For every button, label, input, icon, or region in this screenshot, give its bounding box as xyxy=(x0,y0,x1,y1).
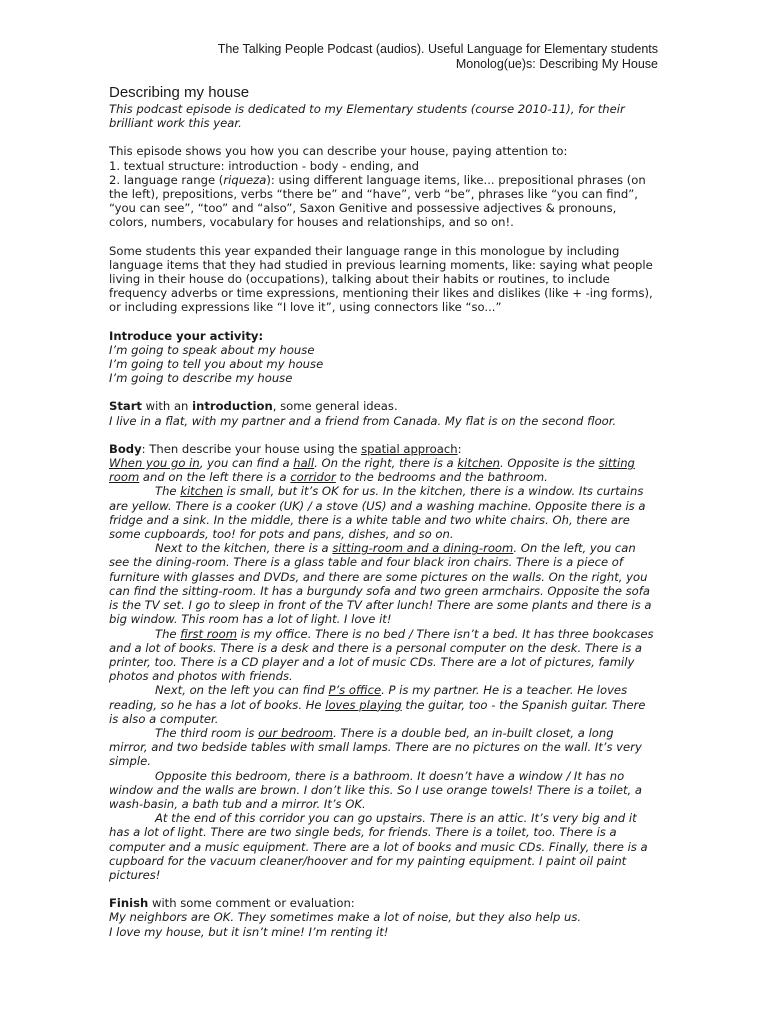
finish-line-1: My neighbors are OK. They sometimes make a lot of noise, but they also help us. xyxy=(109,910,582,925)
introduce-line-2: I’m going to tell you about my house xyxy=(109,357,324,372)
body-paragraph-bathroom: Opposite this bedroom, there is a bathroom. It doesn’t have a window / It has no window and the walls are brown. I don’t like this. So I use orange towels! There is a toilet, a wash-basin, a bath tub and a mirror. It’s OK. xyxy=(109,768,642,811)
finish-heading: Finish with some comment or evaluation: xyxy=(109,896,355,911)
header-line-1: The Talking People Podcast (audios). Useful Language for Elementary students xyxy=(217,42,658,56)
introduce-line-3: I’m going to describe my house xyxy=(109,371,293,386)
start-example: I live in a flat, with my partner and a friend from Canada. My flat is on the second floor. xyxy=(109,413,617,428)
start-heading: Start with an introduction, some general ideas. xyxy=(109,399,398,414)
range-paragraph: Some students this year expanded their language range in this monologue by including language items that they had studied in previous learning moments, like: saying what people living in their house do (occupations), talking about their habits or routines, to include frequency adverbs or time expressions, mentioning their likes and dislikes (like + -ing forms), or including expressions like “I love it”, using connectors like “so...” xyxy=(109,243,653,315)
page-title: Describing my house xyxy=(109,84,250,101)
intro-item-1: 1. textual structure: introduction - body - ending, and xyxy=(109,158,419,173)
introduce-line-1: I’m going to speak about my house xyxy=(109,342,315,357)
body-paragraph-office: The first room is my office. There is no bed / There isn’t a bed. It has three bookcases and a lot of books. There is a desk and there is a personal computer on the desk. There is a printer, too. There is a CD player and a lot of music CDs. There are a lot of pictures, family photos and photos with friends. xyxy=(109,626,654,684)
introduce-heading: Introduce your activity: xyxy=(109,328,264,343)
dedication: This podcast episode is dedicated to my Elementary students (course 2010-11), for their brilliant work this year. xyxy=(109,102,625,131)
body-paragraph-1: When you go in, you can find a hall. On the right, there is a kitchen. Opposite is the sitting room and on the left there is a corridor to the bedrooms and the bathroom. xyxy=(109,456,635,485)
body-paragraph-attic: At the end of this corridor you can go upstairs. There is an attic. It’s very big and it has a lot of light. There are two single beds, for friends. There is a toilet, too. There is a computer and a music equipment. There are a lot of books and music CDs. Finally, there is a cupboard for the vacuum cleaner/hoover and for my painting equipment. I paint oil paint pictures! xyxy=(109,811,648,882)
intro-lead: This episode shows you how you can describe your house, paying attention to: xyxy=(109,144,568,159)
intro-item-2: 2. language range (riqueza): using different language items, like... prepositional phrases (on the left), prepositions, verbs “there be” and “have”, verb “be”, phrases like “you can find”, “you can see”, “too” and “also”, Saxon Genitive and possessive adjectives & pronouns, colors, numbers, vocabulary for houses and relationships, and so on!. xyxy=(109,172,646,230)
header-line-2: Monolog(ue)s: Describing My House xyxy=(455,57,658,71)
running-header xyxy=(218,42,658,72)
body-paragraph-bedroom: The third room is our bedroom. There is a double bed, an in-built closet, a long mirror, and two bedside tables with small lamps. There are no pictures on the wall. It’s very simple. xyxy=(109,725,642,769)
body-paragraph-sitting-room: Next to the kitchen, there is a sitting-room and a dining-room. On the left, you can see the dining-room. There is a glass table and four black iron chairs. There is a piece of furniture with glasses and DVDs, and there are some pictures on the walls. On the right, you can find the sitting-room. It has a burgundy sofa and two green armchairs. Opposite the sofa is the TV set. I go to sleep in front of the TV after lunch! There are some plants and there is a big window. This room has a lot of light. I love it! xyxy=(109,541,652,627)
document-body xyxy=(109,84,654,939)
body-heading: Body: Then describe your house using the spatial approach: xyxy=(109,441,462,456)
finish-line-2: I love my house, but it isn’t mine! I’m renting it! xyxy=(109,924,389,939)
body-paragraph-kitchen: The kitchen is small, but it’s OK for us. In the kitchen, there is a window. Its curtains are yellow. There is a cooker (UK) / a stove (US) and a washing machine. Opposite there is a fridge and a sink. In the middle, there is a white table and two white chairs. Oh, there are some cupboards, too! for pots and pans, dishes, and so on. xyxy=(109,484,646,542)
body-paragraph-partner-office: Next, on the left you can find P’s office. P is my partner. He is a teacher. He loves reading, so he has a lot of books. He loves playing the guitar, too - the Spanish guitar. There is also a computer. xyxy=(109,683,646,726)
